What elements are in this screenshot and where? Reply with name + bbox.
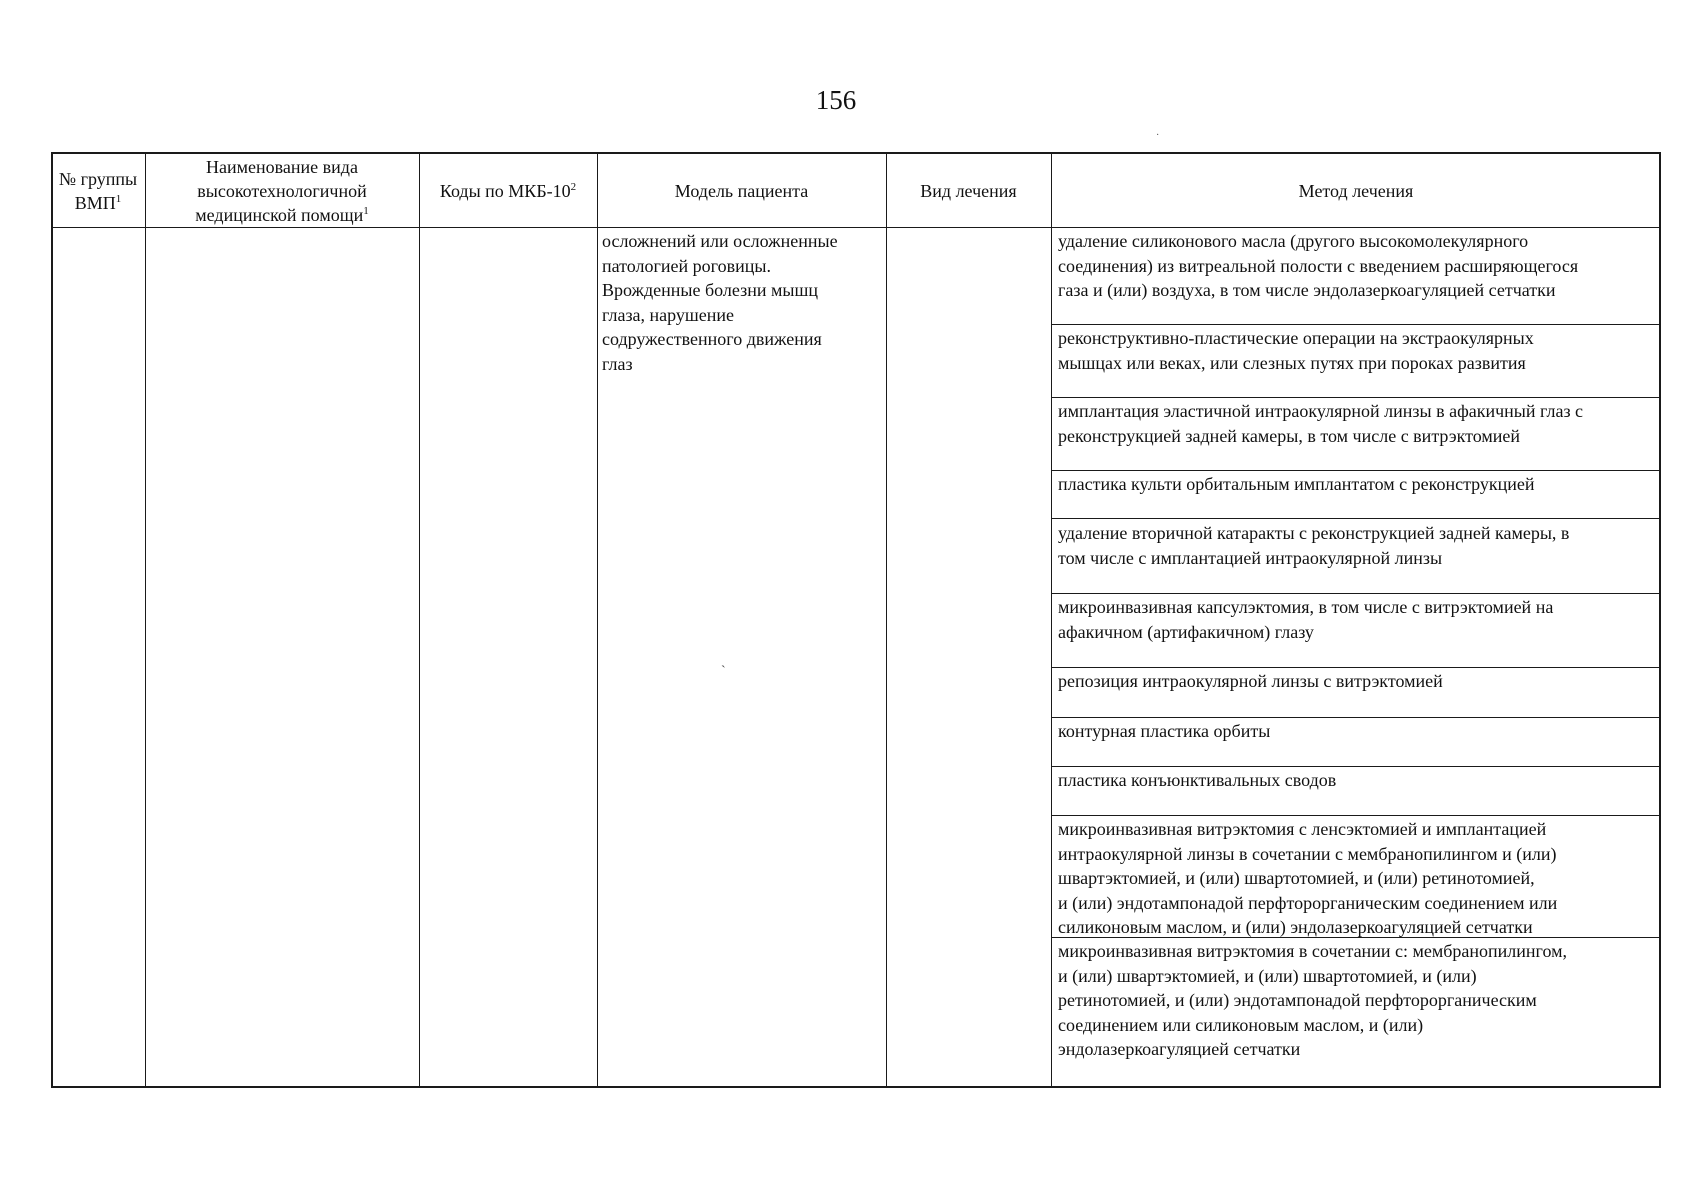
scan-speck-2: ` (721, 664, 726, 679)
column-divider (145, 152, 146, 1088)
row-divider (1051, 766, 1661, 767)
header-vmp-name-text: Наименование вида высокотехнологичной медицинской помощи (195, 157, 367, 225)
method-cell: имплантация эластичной интраокулярной линзы в афакичный глаз с реконструкцией задней камеры, в том числе с витрэктомией (1058, 401, 1584, 446)
column-divider (597, 152, 598, 1088)
header-icd-codes (419, 154, 597, 228)
footnote-mark: 1 (115, 193, 122, 205)
header-group-no (51, 154, 145, 228)
row-divider (1051, 518, 1661, 519)
header-icd-codes-text: Коды по МКБ-10 (439, 181, 571, 201)
row-divider (1051, 593, 1661, 594)
row-divider (1051, 397, 1661, 398)
header-treatment-method (1051, 154, 1661, 228)
method-cell: микроинвазивная капсулэктомия, в том числе с витрэктомией на афакичном (артифакичном) глазу (1058, 597, 1554, 642)
column-divider (886, 152, 887, 1088)
method-cell: пластика культи орбитальным имплантатом с реконструкцией (1058, 474, 1535, 494)
header-patient-model (597, 154, 886, 228)
method-cell: микроинвазивная витрэктомия в сочетании с: мембранопилингом, и (или) швартэктомией, и (или) швартотомией, и (или) ретинотомией, и (или) эндотампонадой перфторорганическим соединением или силиконовым маслом, и (или) эндолазеркоагуляцией сетчатки (1058, 941, 1567, 1059)
row-divider (1051, 470, 1661, 471)
page-number: 156 (815, 85, 857, 115)
header-patient-model-text: Модель пациента (674, 181, 809, 201)
header-treatment-method-text: Метод лечения (1298, 181, 1414, 201)
scan-speck: · (1156, 130, 1160, 141)
column-divider (419, 152, 420, 1088)
row-divider (1051, 324, 1661, 325)
header-group-no-text: № группы ВМП (58, 169, 138, 213)
method-cell: удаление вторичной катаракты с реконструкцией задней камеры, в том числе с имплантацией интраокулярной линзы (1058, 523, 1570, 568)
row-divider (1051, 667, 1661, 668)
column-divider (1051, 152, 1052, 1088)
header-treatment-type-text: Вид лечения (920, 181, 1017, 201)
footnote-mark: 2 (570, 181, 577, 193)
footnote-mark: 1 (363, 205, 369, 217)
patient-model-cell: осложнений или осложненные патологией роговицы. Врожденные болезни мышц глаза, нарушение содружественного движения глаз (602, 231, 838, 374)
method-cell: микроинвазивная витрэктомия с ленсэктомией и имплантацией интраокулярной линзы в сочетании с мембранопилингом и (или) швартэктомией, и (или) швартотомией, и (или) ретинотомией, и (или) эндотампонадой перфторорганическим соединением или силиконовым маслом, и (или) эндолазеркоагуляцией сетчатки (1058, 819, 1558, 937)
method-cell: репозиция интраокулярной линзы с витрэктомией (1058, 671, 1443, 691)
header-vmp-name (145, 154, 419, 228)
row-divider (1051, 815, 1661, 816)
method-cell: удаление силиконового масла (другого высокомолекулярного соединения) из витреальной полости с введением расширяющегося газа и (или) воздуха, в том числе эндолазеркоагуляцией сетчатки (1058, 231, 1579, 300)
header-treatment-type (886, 154, 1051, 228)
method-cell: реконструктивно-пластические операции на экстраокулярных мышцах или веках, или слезных путях при пороках развития (1058, 328, 1534, 373)
method-cell: пластика конъюнктивальных сводов (1058, 770, 1337, 790)
row-divider (1051, 717, 1661, 718)
method-cell: контурная пластика орбиты (1058, 721, 1271, 741)
